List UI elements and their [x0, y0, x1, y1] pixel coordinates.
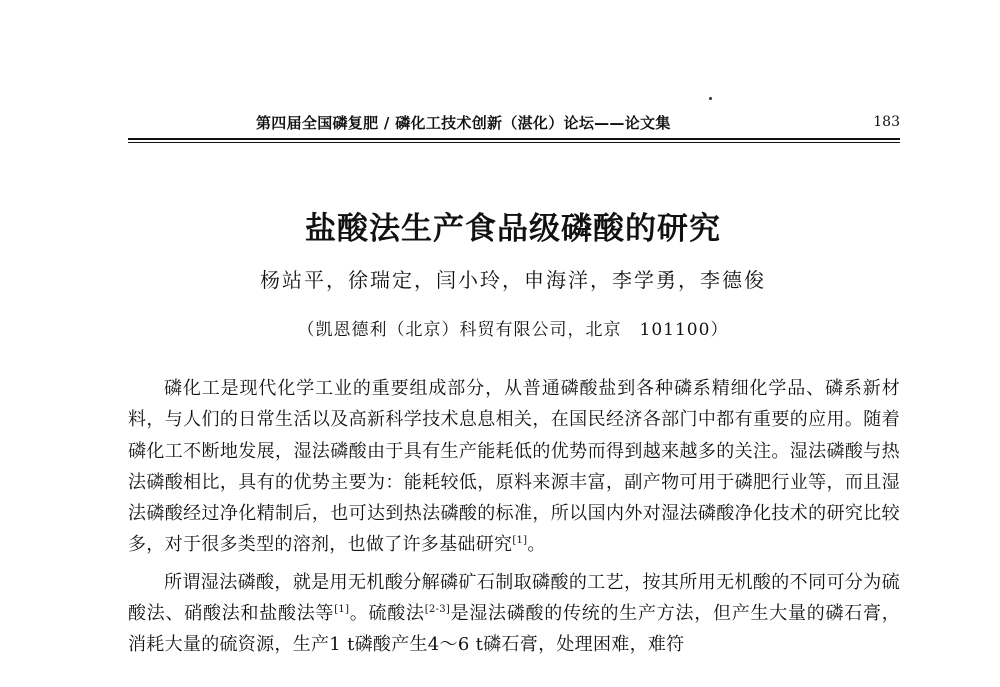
paragraph-2-text-c: 是湿法磷酸的传统的生产方法，但产生大量的磷石膏，消耗大量的硫资源，生产1 t磷酸产生4～6 t磷石膏，处理困难，难符: [128, 603, 901, 656]
paragraph-2-text-a: 所谓湿法磷酸，就是用无机酸分解磷矿石制取磷酸的工艺，按其所用无机酸的不同可分为硫酸法、硝酸法和盐酸法等: [128, 571, 900, 625]
citation-ref: [1]: [334, 604, 350, 616]
citation-ref: [2-3]: [424, 604, 451, 616]
header-rule-thick: [128, 138, 900, 140]
running-header-title: 第四届全国磷复肥 / 磷化工技术创新（湛化）论坛——论文集: [256, 114, 671, 132]
article-body: [128, 373, 900, 661]
author-list: 杨站平，徐瑞定，闫小玲，申海洋，李学勇，李德俊: [260, 268, 766, 292]
scan-speck: [709, 97, 712, 100]
paragraph-1: [128, 373, 900, 561]
header-rule-thin: [128, 142, 900, 143]
running-header: [128, 112, 900, 138]
article-title: 盐酸法生产食品级磷酸的研究: [305, 211, 721, 247]
affiliation: （凯恩德利（北京）科贸有限公司，北京 101100）: [297, 320, 729, 340]
paragraph-2-text-b: 。硫酸法: [349, 603, 425, 625]
paragraph-1-text: 磷化工是现代化学工业的重要组成部分，从普通磷酸盐到各种磷系精细化学品、磷系新材料，与人们的日常生活以及高新科学技术息息相关，在国民经济各部门中都有重要的应用。随着磷化工不断地发展，湿法磷酸由于具有生产能耗低的优势而得到越来越多的关注。湿法磷酸与热法磷酸相比，具有的优势主要为：能耗较低，原料来源丰富，副产物可用于磷肥行业等，而且湿法磷酸经过净化精制后，也可达到热法磷酸的标准，所以国内外对湿法磷酸净化技术的研究比较多，对于很多类型的溶剂，也做了许多基础研究: [128, 378, 900, 556]
citation-ref: [1]: [512, 535, 528, 547]
paragraph-2: [128, 567, 900, 661]
paragraph-1-end: 。: [527, 534, 546, 556]
page-number: 183: [873, 114, 900, 130]
